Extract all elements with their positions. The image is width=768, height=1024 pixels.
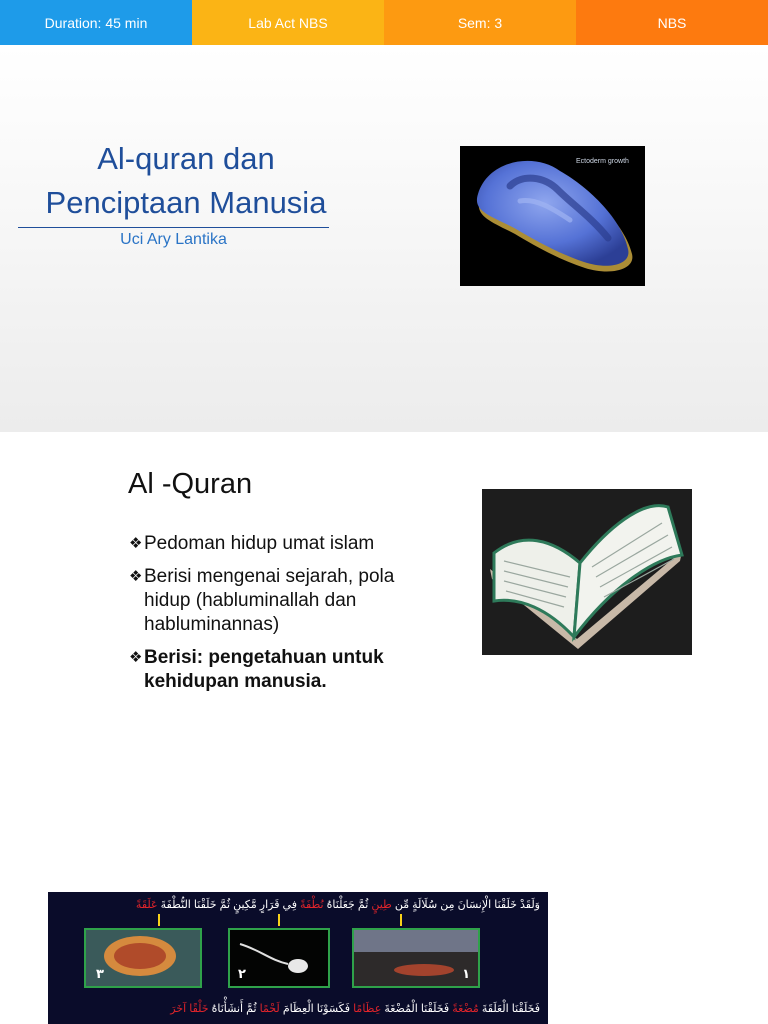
page-title xyxy=(18,137,354,225)
author-name: Uci Ary Lantika xyxy=(120,231,227,248)
open-book-icon xyxy=(482,489,692,655)
verse-line-2 xyxy=(170,1002,540,1015)
verse-text: فَكَسَوْنَا الْعِظَامَ xyxy=(279,1003,354,1015)
stage-number: ٣ xyxy=(96,966,104,981)
slide-al-quran xyxy=(0,432,768,892)
nbs-label: NBS xyxy=(657,15,687,31)
top-bar xyxy=(0,0,768,45)
stage-number: ٢ xyxy=(238,966,246,981)
stage-panel-1 xyxy=(352,928,480,988)
sem-label: Sem: 3 xyxy=(457,15,503,31)
verse-highlight: لَحْمًا xyxy=(259,1003,280,1015)
title-line-2: Penciptaan Manusia xyxy=(45,185,327,220)
stage-panel-3 xyxy=(84,928,202,988)
verse-highlight: طِينٍ xyxy=(371,899,392,911)
quran-image xyxy=(482,489,692,655)
verse-highlight: عَلَقَةً xyxy=(135,899,158,911)
title-divider xyxy=(18,227,329,228)
arrow-3 xyxy=(158,914,160,926)
slide-verse xyxy=(48,892,548,1024)
verse-text: فَخَلَقْنَا الْعَلَقَةَ xyxy=(478,1003,540,1015)
bullet-icon: ❖ xyxy=(129,535,143,552)
list-item xyxy=(129,646,429,694)
list-item xyxy=(129,532,429,556)
arrow-1 xyxy=(400,914,402,926)
list-item xyxy=(129,565,429,637)
verse-highlight: خَلْقًا آخَرَ xyxy=(170,1003,209,1015)
arrow-2 xyxy=(278,914,280,926)
verse-text: فِي قَرَارٍ مَّكِينٍ ثُمَّ خَلَقْنَا النُّطْفَةَ xyxy=(157,899,301,911)
slide-heading: Al -Quran xyxy=(128,468,253,500)
slide-title xyxy=(0,45,768,432)
bullet-text: Berisi: pengetahuan untuk kehidupan manusia. xyxy=(144,647,384,692)
verse-highlight: عِظَامًا xyxy=(353,1003,382,1015)
bullet-icon: ❖ xyxy=(129,649,143,666)
verse-text: ثُمَّ جَعَلْنَاهُ xyxy=(323,899,372,911)
bullet-text: Pedoman hidup umat islam xyxy=(144,533,375,554)
verse-line-1 xyxy=(136,898,540,911)
nbs-tab[interactable] xyxy=(576,0,768,45)
lab-label: Lab Act NBS xyxy=(248,15,328,31)
verse-text: فَخَلَقْنَا الْمُضْغَةَ xyxy=(381,1003,453,1015)
stage-number: ١ xyxy=(462,966,470,981)
bullet-list xyxy=(129,532,429,703)
verse-text: ثُمَّ أَنشَأْنَاهُ xyxy=(208,1003,260,1015)
embryo-image xyxy=(460,146,645,286)
verse-highlight: مُضْغَةً xyxy=(452,1003,479,1015)
lab-tab[interactable] xyxy=(192,0,384,45)
sem-tab[interactable] xyxy=(384,0,576,45)
bullet-text: Berisi mengenai sejarah, pola hidup (habluminallah dan habluminannas) xyxy=(144,566,395,635)
verse-highlight: نُطْفَةً xyxy=(300,899,324,911)
image-caption: Ectoderm growth xyxy=(576,158,629,165)
duration-tab[interactable] xyxy=(0,0,192,45)
stage-panel-2 xyxy=(228,928,330,988)
verse-text: وَلَقَدْ خَلَقْنَا الْإِنسَانَ مِن سُلَالَةٍ مِّن xyxy=(391,899,540,911)
title-line-1: Al-quran dan xyxy=(97,141,275,176)
duration-label: Duration: 45 min xyxy=(44,15,148,31)
embryo-illustration xyxy=(460,146,645,286)
bullet-icon: ❖ xyxy=(129,568,143,585)
